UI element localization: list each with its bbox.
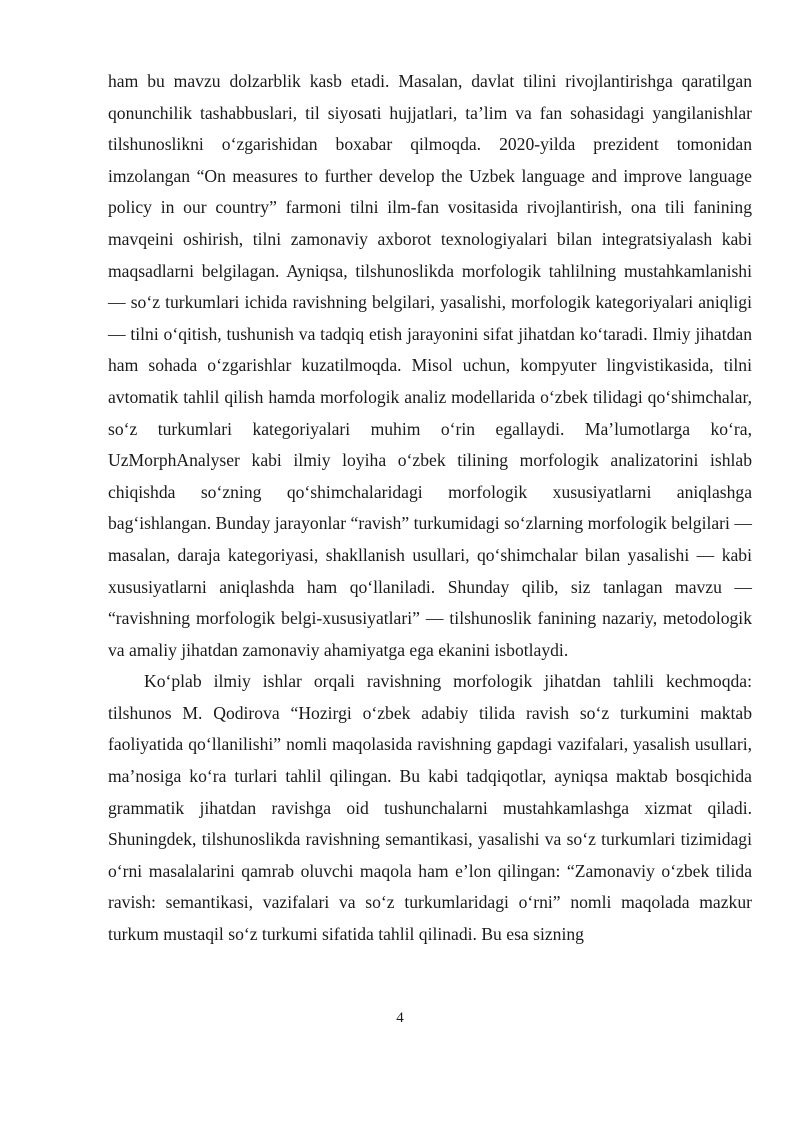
paragraph: Ko‘plab ilmiy ishlar orqali ravishning morfologik jihatdan tahlili kechmoqda: tilshunos M. Qodirova “Hozirgi o‘zbek adabiy tilida ravish so‘z turkumini maktab faoliyatida qo‘llanilishi” nomli maqolasida ravishning gapdagi vazifalari, yasalish usullari, ma’nosiga ko‘ra turlari tahlil qilingan. Bu kabi tadqiqotlar, ayniqsa maktab bosqichida grammatik jihatdan ravishga oid tushunchalarni mustahkamlashga xizmat qiladi. Shuningdek, tilshunoslikda ravishning semantikasi, yasalishi va so‘z turkumlari tizimidagi o‘rni masalalarini qamrab oluvchi maqola ham e’lon qilingan: “Zamonaviy o‘zbek tilida ravish: semantikasi, vazifalari va so‘z turkumlaridagi o‘rni” nomli maqolada mazkur turkum mustaqil so‘z turkumi sifatida tahlil qilinadi. Bu esa sizning	[108, 671, 752, 945]
page-number: 4	[396, 1010, 404, 1026]
paragraph-continued: ham bu mavzu dolzarblik kasb etadi. Masalan, davlat tilini rivojlantirishga qaratilgan qonunchilik tashabbuslari, til siyosati hujjatlari, ta’lim va fan sohasidagi yangilanishlar tilshunoslikni o‘zgarishidan boxabar qilmoqda. 2020-yilda prezident tomonidan imzolangan “On measures to further develop the Uzbek language and improve language policy in our country” farmoni tilni ilm-fan vositasida rivojlantirish, ona tili fanining mavqeini oshirish, tilni zamonaviy axborot texnologiyalari bilan integratsiyalash kabi maqsadlarni belgilagan. Ayniqsa, tilshunoslikda morfologik tahlilning mustahkamlanishi — so‘z turkumlari ichida ravishning belgilari, yasalishi, morfologik kategoriyalari aniqligi — tilni o‘qitish, tushunish va tadqiq etish jarayonini sifat jihatdan ko‘taradi. Ilmiy jihatdan ham sohada o‘zgarishlar kuzatilmoqda. Misol uchun, kompyuter lingvistikasida, tilni avtomatik tahlil qilish hamda morfologik analiz modellarida o‘zbek tilidagi qo‘shimchalar, so‘z turkumlari kategoriyalari muhim o‘rin egallaydi. Ma’lumotlarga ko‘ra, UzMorphAnalyser kabi ilmiy loyiha o‘zbek tilining morfologik analizatorini ishlab chiqishda so‘zning qo‘shimchalaridagi morfologik xususiyatlarni aniqlashga bag‘ishlangan. Bunday jarayonlar “ravish” turkumidagi so‘zlarning morfologik belgilari — masalan, daraja kategoriyasi, shakllanish usullari, qo‘shimchalar bilan yasalishi — kabi xususiyatlarni aniqlashda ham qo‘llaniladi. Shunday qilib, siz tanlagan mavzu — “ravishning morfologik belgi-xususiyatlari” — tilshunoslik fanining nazariy, metodologik va amaliy jihatdan zamonaviy ahamiyatga ega ekanini isbotlaydi.	[108, 71, 752, 660]
body-text	[108, 66, 752, 951]
